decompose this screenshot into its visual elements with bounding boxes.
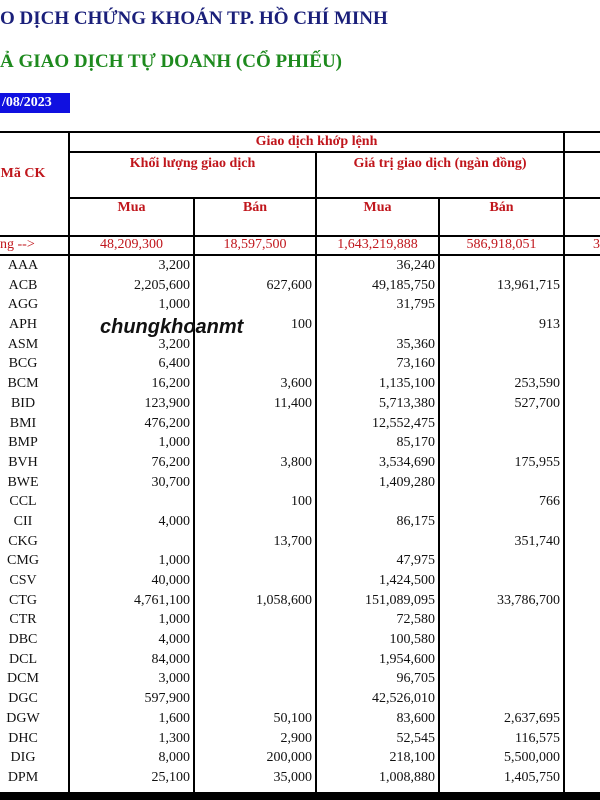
cell-val-buy: 36,240	[396, 258, 435, 273]
cell-val-buy: 73,160	[396, 356, 435, 372]
cell-symbol: BMP	[8, 435, 38, 451]
cell-vol-buy: 8,000	[158, 750, 190, 766]
cell-val-sell: 2,637,695	[504, 710, 560, 726]
header-val-sell: Bán	[489, 200, 514, 215]
cell-symbol: BCG	[8, 356, 38, 372]
cell-vol-buy: 4,000	[158, 513, 190, 529]
cell-vol-sell: 13,700	[273, 533, 312, 549]
cell-vol-buy: 4,761,100	[134, 592, 190, 608]
cell-val-buy: 35,360	[396, 336, 435, 352]
divider	[0, 254, 600, 256]
table-row	[0, 552, 600, 572]
cell-val-buy: 1,409,280	[379, 474, 435, 490]
cell-val-buy: 151,089,095	[365, 592, 435, 608]
divider	[70, 197, 600, 199]
cell-symbol: DCM	[7, 671, 39, 687]
cell-vol-buy: 6,400	[158, 356, 190, 372]
table-row	[0, 769, 600, 789]
cell-symbol: APH	[8, 317, 37, 333]
divider	[70, 151, 600, 153]
table-row	[0, 670, 600, 690]
cell-val-buy: 85,170	[396, 435, 435, 451]
cell-symbol: BVH	[8, 454, 38, 470]
cell-val-buy: 31,795	[396, 297, 435, 313]
header-value: Giá trị giao dịch (ngàn đồng)	[353, 156, 527, 171]
cell-vol-sell: 1,058,600	[256, 592, 312, 608]
table-row	[0, 395, 600, 415]
cell-symbol: CTG	[9, 592, 37, 608]
cell-vol-buy: 1,600	[158, 710, 190, 726]
report-date: /08/2023	[0, 93, 70, 113]
table-row	[0, 336, 600, 356]
table-row	[0, 730, 600, 750]
cell-vol-sell: 11,400	[274, 395, 312, 411]
table-row	[0, 277, 600, 297]
cell-symbol: ACB	[8, 277, 38, 293]
cell-vol-buy: 1,000	[158, 435, 190, 451]
cell-val-sell: 527,700	[514, 395, 560, 411]
total-label: ng -->	[0, 237, 35, 252]
cell-val-buy: 5,713,380	[379, 395, 435, 411]
total-vol-buy: 48,209,300	[100, 237, 163, 252]
cell-symbol: BCM	[7, 376, 39, 392]
cell-symbol: CTR	[9, 612, 37, 628]
cell-symbol: CCL	[9, 494, 37, 510]
total-next: 3	[593, 237, 600, 252]
table-row	[0, 651, 600, 671]
total-val-buy: 1,643,219,888	[337, 237, 418, 252]
cell-val-sell: 766	[539, 494, 560, 510]
cell-vol-buy: 30,700	[151, 474, 190, 490]
table-row	[0, 749, 600, 769]
header-val-buy: Mua	[363, 200, 392, 215]
cell-val-buy: 86,175	[396, 513, 435, 529]
cell-symbol: AGG	[7, 297, 39, 313]
total-vol-sell: 18,597,500	[223, 237, 287, 252]
cell-symbol: DGW	[6, 710, 40, 726]
cell-symbol: CII	[13, 513, 33, 529]
cell-vol-buy: 3,200	[158, 336, 190, 352]
table-row	[0, 690, 600, 710]
cell-vol-sell: 35,000	[273, 769, 312, 785]
cell-symbol: AAA	[7, 258, 39, 273]
cell-symbol: DCL	[9, 651, 37, 667]
table-row	[0, 415, 600, 435]
header-vol-buy: Mua	[117, 200, 146, 215]
cell-symbol: DPM	[7, 769, 39, 785]
cell-val-buy: 1,008,880	[379, 769, 435, 785]
cell-symbol: DBC	[8, 632, 38, 648]
report-subtitle: Ả GIAO DỊCH TỰ DOANH (CỔ PHIẾU)	[0, 51, 343, 72]
divider	[0, 131, 600, 133]
cell-vol-buy: 76,200	[151, 454, 190, 470]
cell-val-sell: 33,786,700	[497, 592, 560, 608]
cell-val-sell: 5,500,000	[504, 750, 560, 766]
cell-vol-sell: 50,100	[273, 710, 312, 726]
cell-vol-sell: 100	[291, 317, 312, 333]
cell-val-sell: 913	[539, 317, 560, 333]
table-row	[0, 474, 600, 494]
cell-vol-buy: 16,200	[151, 376, 190, 392]
cell-vol-buy: 25,100	[151, 769, 190, 785]
header-vol-sell: Bán	[242, 200, 268, 215]
header-group: Giao dịch khớp lệnh	[255, 134, 378, 149]
cell-vol-sell: 3,800	[280, 454, 312, 470]
cell-symbol: CKG	[8, 533, 38, 549]
cell-val-sell: 253,590	[514, 376, 560, 392]
table-row	[0, 631, 600, 651]
cell-vol-buy: 4,000	[158, 632, 190, 648]
cell-val-sell: 13,961,715	[497, 277, 560, 293]
cell-val-buy: 100,580	[389, 632, 435, 648]
cell-val-sell: 175,955	[514, 454, 560, 470]
cell-vol-buy: 1,000	[158, 612, 190, 628]
cell-symbol: CSV	[9, 573, 37, 588]
cell-vol-buy: 123,900	[144, 395, 190, 411]
table-row	[0, 375, 600, 395]
cell-symbol: DGC	[8, 691, 38, 707]
table-row	[0, 572, 600, 592]
table-row	[0, 592, 600, 612]
cell-vol-buy: 3,200	[158, 258, 190, 273]
table-row	[0, 316, 600, 336]
cell-val-buy: 3,534,690	[379, 454, 435, 470]
header-ma-ck: Mã CK	[0, 166, 46, 181]
table-row	[0, 434, 600, 454]
cell-vol-buy: 2,205,600	[134, 277, 190, 293]
table-row	[0, 513, 600, 533]
cell-symbol: BMI	[9, 415, 37, 431]
bottom-bar	[0, 792, 600, 800]
cell-vol-buy: 476,200	[144, 415, 190, 431]
cell-symbol: BWE	[7, 474, 39, 490]
cell-vol-sell: 200,000	[266, 750, 312, 766]
watermark: chungkhoanmt	[100, 316, 244, 338]
cell-val-buy: 47,975	[396, 553, 435, 569]
cell-val-buy: 218,100	[389, 750, 435, 766]
cell-val-buy: 12,552,475	[372, 415, 435, 431]
cell-vol-buy: 40,000	[151, 573, 190, 588]
cell-val-sell: 1,405,750	[504, 769, 560, 785]
cell-val-sell: 351,740	[514, 533, 560, 549]
table-row	[0, 611, 600, 631]
cell-symbol: BID	[10, 395, 36, 411]
cell-vol-sell: 100	[291, 494, 312, 510]
table-row	[0, 355, 600, 375]
table-row	[0, 296, 600, 316]
table-body	[0, 257, 600, 789]
cell-val-buy: 83,600	[396, 710, 435, 726]
total-val-sell: 586,918,051	[466, 237, 537, 252]
cell-vol-buy: 1,300	[158, 730, 190, 746]
cell-val-buy: 96,705	[396, 671, 435, 687]
cell-vol-buy: 1,000	[158, 553, 190, 569]
cell-vol-buy: 3,000	[158, 671, 190, 687]
cell-vol-sell: 2,900	[280, 730, 312, 746]
cell-symbol: DHC	[8, 730, 38, 746]
cell-symbol: ASM	[7, 336, 39, 352]
cell-symbol: CMG	[7, 553, 39, 569]
table-row	[0, 257, 600, 277]
cell-vol-sell: 3,600	[280, 376, 312, 392]
cell-symbol: DIG	[10, 750, 36, 766]
table-row	[0, 454, 600, 474]
cell-vol-buy: 1,000	[158, 297, 190, 313]
table-row	[0, 533, 600, 553]
table-row	[0, 493, 600, 513]
cell-val-buy: 52,545	[396, 730, 435, 746]
cell-val-buy: 42,526,010	[372, 691, 435, 707]
cell-val-buy: 49,185,750	[372, 277, 435, 293]
cell-val-buy: 1,135,100	[379, 376, 435, 392]
cell-val-buy: 72,580	[396, 612, 435, 628]
cell-val-buy: 1,954,600	[379, 651, 435, 667]
cell-val-buy: 1,424,500	[379, 573, 435, 588]
table-row	[0, 710, 600, 730]
cell-vol-buy: 84,000	[151, 651, 190, 667]
report-title: O DỊCH CHỨNG KHOÁN TP. HỒ CHÍ MINH	[0, 8, 388, 29]
cell-val-sell: 116,575	[515, 730, 560, 746]
cell-vol-buy: 597,900	[144, 691, 190, 707]
header-volume: Khối lượng giao dịch	[129, 156, 256, 171]
cell-vol-sell: 627,600	[266, 277, 312, 293]
